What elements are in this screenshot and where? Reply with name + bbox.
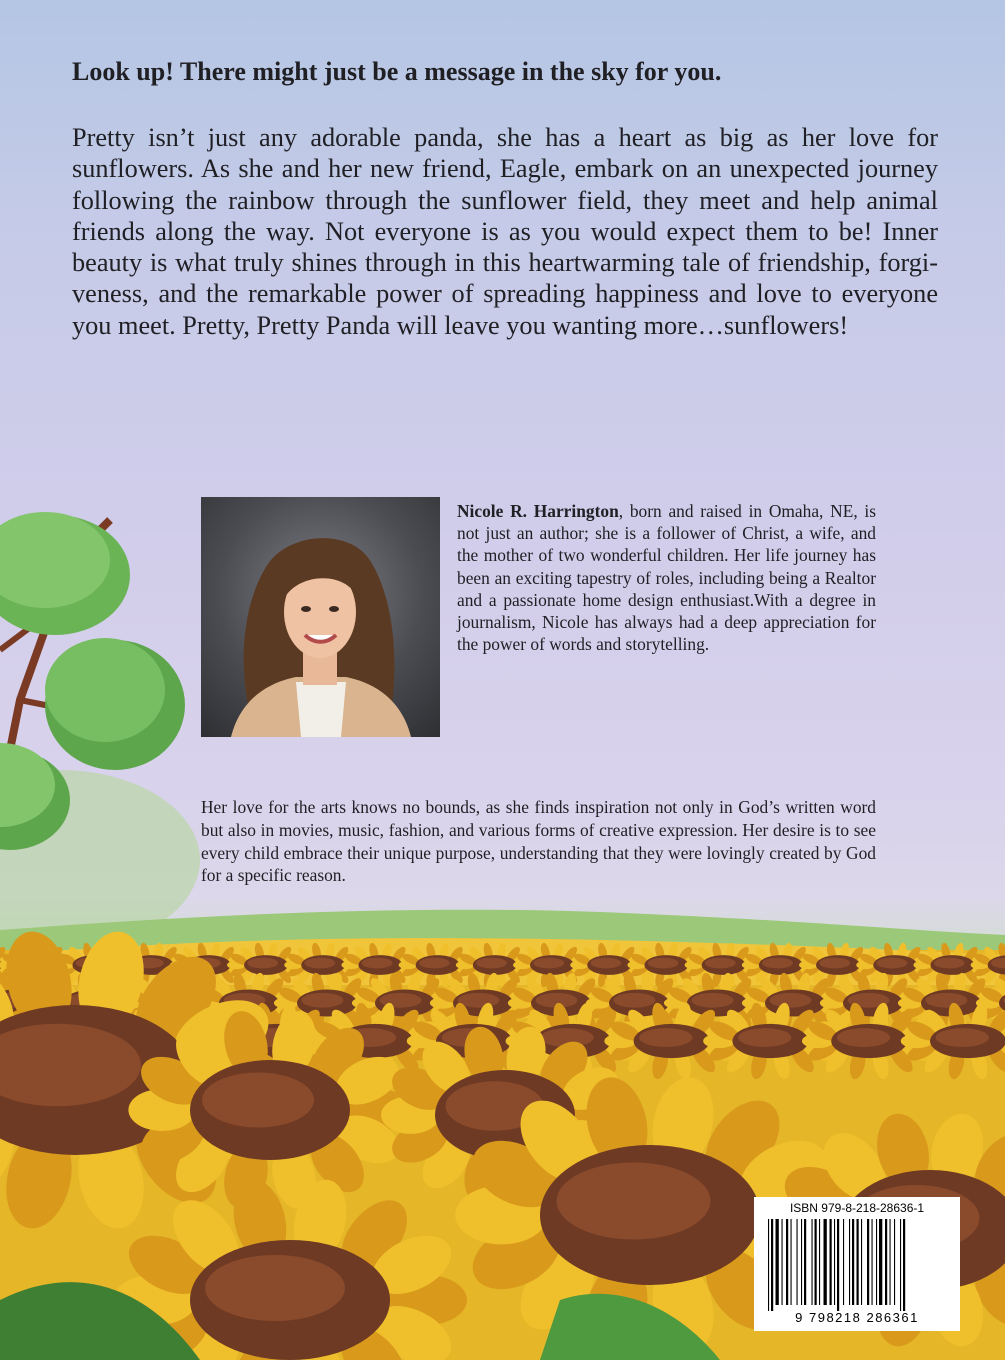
barcode-bar	[768, 1219, 769, 1311]
barcode-bars	[766, 1219, 948, 1311]
barcode-bar	[824, 1219, 827, 1305]
author-name: Nicole R. Harrington	[457, 501, 619, 521]
barcode-digits: 9 798218 286361	[795, 1310, 919, 1325]
barcode-bar	[797, 1219, 798, 1305]
barcode-bar	[885, 1219, 887, 1305]
barcode-bar	[782, 1219, 783, 1305]
author-bio-intro	[457, 500, 876, 655]
tagline: Look up! There might just be a message in the sky for you.	[72, 57, 722, 86]
barcode-bar	[890, 1219, 891, 1305]
author-bio-text: , born and raised in Omaha, NE, is not just an author; she is a follower of Christ, a wife, and the mother of two wonderful children. Her life journey has been an exciting tapestry of roles, including being a Realtor and a passionate home design enthusiast.With a degree in journalism, Nicole has always had a deep appreciation for the power of words and storytelling.	[457, 501, 877, 655]
barcode-bar	[879, 1219, 882, 1305]
barcode-bar	[894, 1219, 895, 1305]
barcode-bar	[812, 1219, 813, 1305]
barcode-bar	[819, 1219, 820, 1305]
isbn-barcode	[754, 1197, 960, 1331]
barcode-bar	[876, 1219, 877, 1305]
barcode-bar	[801, 1219, 802, 1305]
barcode-bar	[830, 1219, 832, 1305]
author-bio-continued: Her love for the arts knows no bounds, as she finds inspiration not only in God’s written word but also in movies, music, fashion, and various forms of creative expression. Her desire is to see every child embrace their unique purpose, understanding that they were lovingly created by God for a specific reason.	[201, 797, 876, 886]
barcode-bar	[804, 1219, 806, 1305]
barcode-bar	[903, 1219, 905, 1311]
barcode-bar	[867, 1219, 869, 1305]
author-photo	[201, 497, 440, 737]
barcode-bar	[837, 1219, 839, 1311]
barcode-bar	[776, 1219, 779, 1305]
barcode-bar	[857, 1219, 859, 1305]
barcode-bar	[815, 1219, 817, 1305]
barcode-bar	[791, 1219, 792, 1305]
barcode-bar	[849, 1219, 850, 1305]
barcode-bar	[843, 1219, 844, 1305]
book-blurb: Pretty isn’t just any adorable panda, she has a heart as big as her love for sunflowers. As she and her new friend, Eagle, embark on an unexpected journey following the rainbow through the sunflower field, they meet and help animal friends along the way. Not everyone is as you would expect them to be! Inner beauty is what truly shines through in this heartwarming tale of friendship, forgiveness, and the remarkable power of spreading happiness and love to everyone you meet. Pretty, Pretty Panda will leave you wanting more…sunflowers!	[72, 123, 938, 340]
barcode-bar	[771, 1219, 773, 1311]
barcode-bar	[861, 1219, 862, 1305]
barcode-bar	[834, 1219, 835, 1305]
isbn-label: ISBN 979-8-218-28636-1	[789, 1201, 925, 1215]
barcode-bar	[900, 1219, 901, 1311]
barcode-bar	[852, 1219, 854, 1305]
barcode-bar	[786, 1219, 788, 1305]
barcode-bar	[872, 1219, 873, 1305]
author-portrait-image	[201, 497, 440, 737]
